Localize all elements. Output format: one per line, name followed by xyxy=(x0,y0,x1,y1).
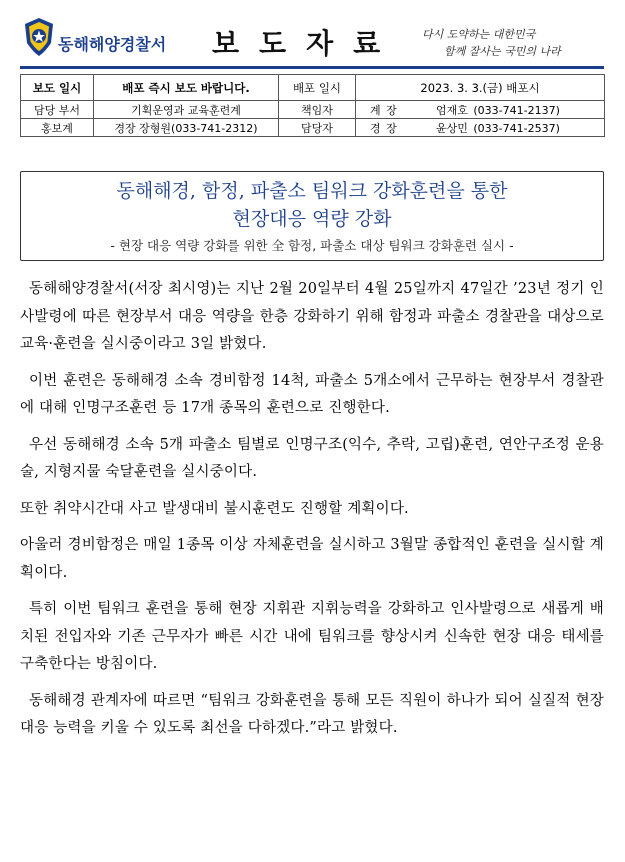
slogan xyxy=(422,26,602,60)
headline-subtitle: - 현장 대응 역량 강화를 위한 全 함정, 파출소 대상 팀워크 강화훈련 실시 - xyxy=(110,238,514,253)
staff-contact xyxy=(356,119,605,137)
pr-team-value: 경장 장형원(033-741-2312) xyxy=(94,119,279,137)
document-title: 보도자료 xyxy=(212,27,401,60)
department-label: 담당 부서 xyxy=(21,101,94,119)
slogan-line-2: 함께 잘사는 국민의 나라 xyxy=(444,45,561,58)
paragraph-7: 동해해경 관계자에 따르면 “팀워크 강화훈련을 통해 모든 직원이 하나가 되어 실질적 현장 대응 능력을 키울 수 있도록 최선을 다하겠다.”라고 밝혔다. xyxy=(20,692,604,736)
distribution-time-value: 2023. 3. 3.(금) 배포시 xyxy=(356,75,605,101)
manager-label: 책임자 xyxy=(279,101,356,119)
headline-line-2: 현장대응 역량 강화 xyxy=(232,208,392,230)
paragraph-2: 이번 훈련은 동해해경 소속 경비함정 14척, 파출소 5개소에서 근무하는 현장부서 경찰관에 대해 인명구조훈련 등 17개 종목의 훈련으로 진행한다. xyxy=(20,372,604,416)
headline-line-1: 동해해경, 함정, 파출소 팀워크 강화훈련을 통한 xyxy=(116,180,508,202)
release-info-table xyxy=(20,74,605,137)
police-badge-icon xyxy=(23,17,55,57)
headline-box xyxy=(20,171,604,261)
table-row xyxy=(21,101,605,119)
manager-name-phone: 엄재호 (033-741-2137) xyxy=(436,103,560,117)
distribution-time-label: 배포 일시 xyxy=(279,75,356,101)
paragraph-4: 또한 취약시간대 사고 발생대비 불시훈련도 진행할 계획이다. xyxy=(20,500,409,517)
release-time-value: 배포 즉시 보도 바랍니다. xyxy=(94,75,279,101)
staff-name-phone: 윤상민 (033-741-2537) xyxy=(436,121,560,135)
article-body xyxy=(20,276,604,752)
manager-rank: 계 장 xyxy=(370,103,397,117)
staff-label: 담당자 xyxy=(279,119,356,137)
paragraph-5: 아울러 경비함정은 매일 1종목 이상 자체훈련을 실시하고 3월말 종합적인 훈련을 실시할 계획이다. xyxy=(20,537,604,581)
department-value: 기획운영과 교육훈련계 xyxy=(94,101,279,119)
table-row xyxy=(21,119,605,137)
table-row xyxy=(21,75,605,101)
paragraph-1: 동해해양경찰서(서장 최시영)는 지난 2월 20일부터 4월 25일까지 47일간 ’23년 정기 인사발령에 따른 현장부서 대응 역량을 한층 강화하기 위해 함정과 파출소 경찰관을 대상으로 교육·훈련을 실시중이라고 3일 밝혔다. xyxy=(20,281,604,352)
slogan-line-1: 다시 도약하는 대한민국 xyxy=(422,28,536,41)
release-time-label: 보도 일시 xyxy=(21,75,94,101)
organization-name: 동해해양경찰서 xyxy=(58,35,167,54)
press-release-header xyxy=(20,12,604,69)
paragraph-3: 우선 동해해경 소속 5개 파출소 팀별로 인명구조(익수, 추락, 고립)훈련, 연안구조정 운용술, 지형지물 숙달훈련을 실시중이다. xyxy=(20,436,604,480)
manager-contact xyxy=(356,101,605,119)
staff-rank: 경 장 xyxy=(370,121,397,135)
paragraph-6: 특히 이번 팀워크 훈련을 통해 현장 지휘관 지휘능력을 강화하고 인사발령으로 새롭게 배치된 전입자와 기존 근무자가 빠른 시간 내에 팀워크를 향상시켜 신속한 현장 대응 태세를 구축한다는 방침이다. xyxy=(20,601,604,672)
pr-team-label: 홍보계 xyxy=(21,119,94,137)
